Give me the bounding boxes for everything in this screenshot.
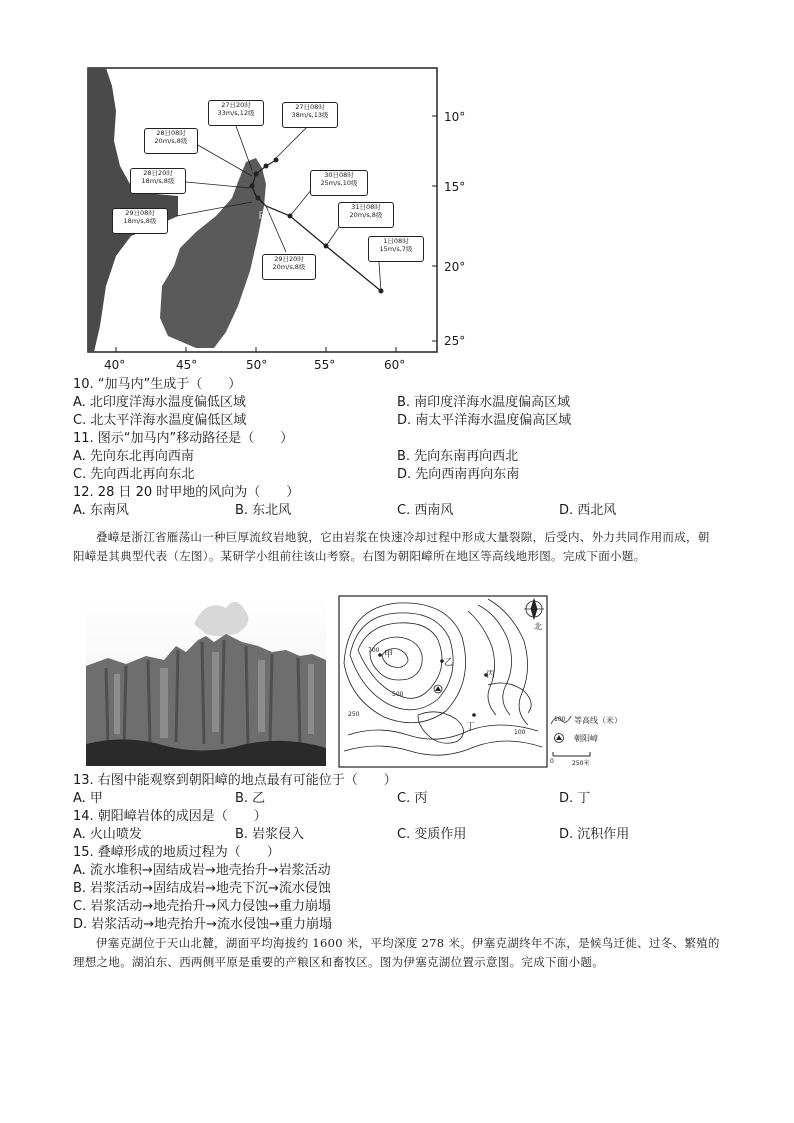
peak-symbol-icon <box>434 685 442 693</box>
lon-label-40: 40° <box>104 358 126 372</box>
q15-option-b[interactable]: B. 岩浆活动→固结成岩→地壳下沉→流水侵蚀 <box>73 881 331 896</box>
q14-option-c[interactable]: C. 变质作用 <box>397 827 467 842</box>
lon-label-50: 50° <box>246 358 268 372</box>
contour-label-north: 北 <box>534 622 542 631</box>
track-label-29-08: 29日08时 18m/s,8级 <box>112 208 168 234</box>
contour-label-bing: 丙 <box>486 670 496 680</box>
q15-option-a[interactable]: A. 流水堆积→固结成岩→地壳抬升→岩浆活动 <box>73 863 331 878</box>
track-label-27-08: 27日08时 38m/s,13级 <box>282 102 338 128</box>
chaoyang-rock-photo <box>86 594 326 766</box>
track-label-28-08: 28日08时 20m/s,8级 <box>144 128 198 154</box>
contour-value-700: 700 <box>368 647 380 654</box>
q13-option-a[interactable]: A. 甲 <box>73 791 103 806</box>
legend-peak-label: 朝阳嶂 <box>574 734 598 743</box>
q13-option-d[interactable]: D. 丁 <box>559 791 591 806</box>
scale-zero: 0 <box>550 758 554 765</box>
lat-label-20: 20° <box>444 260 466 274</box>
q10-option-c[interactable]: C. 北太平洋海水温度偏低区域 <box>73 413 247 428</box>
place-label-jia: 甲 <box>258 210 271 224</box>
q12-option-b[interactable]: B. 东北风 <box>235 503 292 518</box>
lat-label-10: 10° <box>444 110 466 124</box>
lat-label-15: 15° <box>444 180 466 194</box>
contour-legend <box>550 712 650 768</box>
q11-stem: 11. 图示“加马内”移动路径是（ ） <box>73 431 294 446</box>
q15-stem: 15. 叠嶂形成的地质过程为（ ） <box>73 845 280 860</box>
track-label-29-20: 29日20时 20m/s,8级 <box>262 254 316 280</box>
q10-option-a[interactable]: A. 北印度洋海水温度偏低区域 <box>73 395 246 410</box>
q10-option-d[interactable]: D. 南太平洋海水温度偏高区域 <box>397 413 572 428</box>
q12-option-a[interactable]: A. 东南风 <box>73 503 129 518</box>
q10-stem: 10. “加马内”生成于（ ） <box>73 377 242 392</box>
q13-option-c[interactable]: C. 丙 <box>397 791 428 806</box>
q13-option-b[interactable]: B. 乙 <box>235 791 266 806</box>
q12-option-c[interactable]: C. 西南风 <box>397 503 454 518</box>
contour-label-yi: 乙 <box>444 658 454 668</box>
track-label-28-20: 28日20时 18m/s,8级 <box>130 168 186 194</box>
track-label-31-08: 31日08时 20m/s,8级 <box>338 202 394 228</box>
contour-map <box>338 595 548 768</box>
q14-stem: 14. 朝阳嶂岩体的成因是（ ） <box>73 809 267 824</box>
q15-option-c[interactable]: C. 岩浆活动→地壳抬升→风力侵蚀→重力崩塌 <box>73 899 332 914</box>
track-label-27-20: 27日20时 33m/s,12级 <box>208 100 264 126</box>
q11-option-c[interactable]: C. 先向西北再向东北 <box>73 467 195 482</box>
q14-option-a[interactable]: A. 火山喷发 <box>73 827 142 842</box>
q11-option-d[interactable]: D. 先向西南再向东南 <box>397 467 520 482</box>
lon-label-45: 45° <box>176 358 198 372</box>
lon-label-60: 60° <box>384 358 406 372</box>
q12-stem: 12. 28 日 20 时甲地的风向为（ ） <box>73 485 300 500</box>
q13-stem: 13. 右图中能观察到朝阳嶂的地点最有可能位于（ ） <box>73 773 397 788</box>
legend-contour-sample-value: 100 <box>554 716 566 723</box>
scale-length: 250米 <box>572 760 590 767</box>
q12-option-d[interactable]: D. 西北风 <box>559 503 617 518</box>
contour-label-jia: 甲 <box>384 650 394 660</box>
contour-value-100: 100 <box>514 729 526 736</box>
contour-value-250: 250 <box>348 711 360 718</box>
intro-paragraph-dieshang: 叠嶂是浙江省雁荡山一种巨厚流纹岩地貌，它由岩浆在快速冷却过程中形成大量裂隙，后受内、外力共同作用而成，朝阳嶂是其典型代表（左图）。某研学小组前往该山考察。右图为朝阳嶂所在地区等高线地形图。完成下面小题。 <box>73 530 710 563</box>
contour-value-500: 500 <box>392 691 404 698</box>
q14-option-d[interactable]: D. 沉积作用 <box>559 827 630 842</box>
intro-paragraph-issyk-kul: 伊塞克湖位于天山北麓，湖面平均海拔约 1600 米，平均深度 278 米。伊塞克湖终年不冻，是候鸟迁徙、过冬、繁殖的理想之地。湖泊东、西两侧平原是重要的产粮区和畜牧区。图为伊塞克湖位置示意图。完成下面小题。 <box>73 936 720 969</box>
q11-option-a[interactable]: A. 先向东北再向西南 <box>73 449 194 464</box>
contour-label-ding: 丁 <box>466 722 476 732</box>
track-label-1-08: 1日08时 15m/s,7级 <box>368 236 424 262</box>
q11-option-b[interactable]: B. 先向东南再向西北 <box>397 449 519 464</box>
legend-contour-label: 等高线（米） <box>574 716 622 725</box>
typhoon-track-map <box>86 66 476 356</box>
lon-label-55: 55° <box>314 358 336 372</box>
q10-option-b[interactable]: B. 南印度洋海水温度偏高区域 <box>397 395 571 410</box>
q14-option-b[interactable]: B. 岩浆侵入 <box>235 827 305 842</box>
q15-option-d[interactable]: D. 岩浆活动→地壳抬升→流水侵蚀→重力崩塌 <box>73 917 332 932</box>
track-label-30-08: 30日08时 25m/s,10级 <box>310 170 368 196</box>
lat-label-25: 25° <box>444 334 466 348</box>
